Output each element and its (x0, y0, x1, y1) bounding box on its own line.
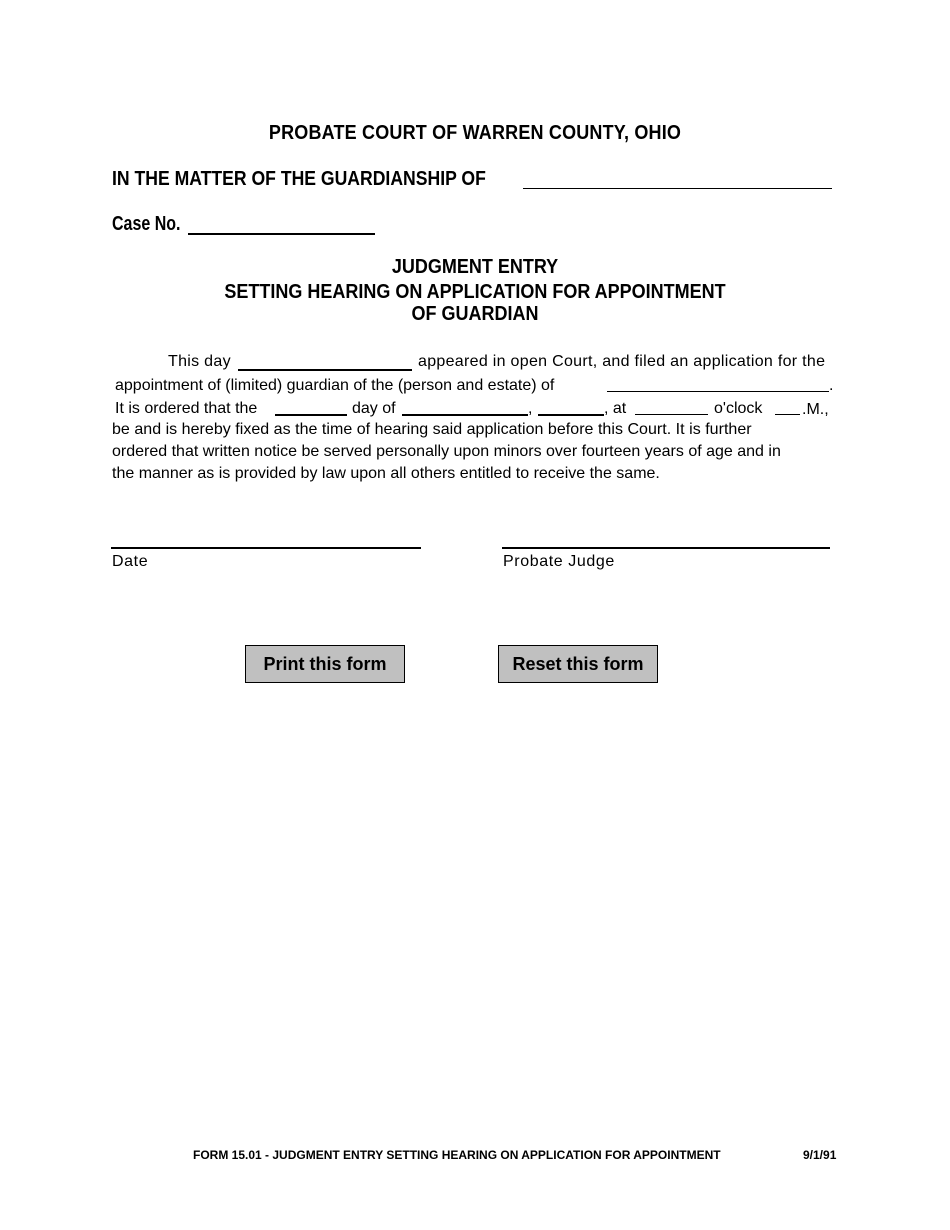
document-title-line-1: JUDGMENT ENTRY (391, 256, 559, 278)
case-number-row (112, 213, 382, 239)
body-line-4: be and is hereby fixed as the time of hearing said application before this Court. It is further (112, 421, 752, 438)
case-number-field[interactable] (188, 233, 375, 235)
case-number-label: Case No. (112, 213, 181, 235)
body-appointment-text: appointment of (limited) guardian of the (person and estate) of (115, 377, 555, 394)
date-label: Date (112, 553, 149, 570)
body-comma: , (528, 400, 533, 417)
body-meridiem-text: .M., (802, 401, 829, 418)
footer-form-title: FORM 15.01 - JUDGMENT ENTRY SETTING HEARING ON APPLICATION FOR APPOINTMENT (193, 1148, 721, 1162)
footer-revision-date: 9/1/91 (803, 1148, 837, 1162)
court-title: PROBATE COURT OF WARREN COUNTY, OHIO (268, 122, 682, 144)
body-day-of-text: day of (352, 400, 396, 417)
guardianship-name-field[interactable] (523, 188, 832, 189)
document-title-line-3: OF GUARDIAN (411, 303, 539, 325)
document-title-line-2: SETTING HEARING ON APPLICATION FOR APPOINTMENT (224, 281, 726, 303)
ward-name-field[interactable] (607, 391, 829, 392)
print-form-button[interactable]: Print this form (245, 645, 405, 683)
body-period: . (829, 377, 834, 394)
body-line-6: the manner as is provided by law upon all others entitled to receive the same. (112, 465, 660, 482)
body-appeared-text: appeared in open Court, and filed an application for the (418, 353, 826, 370)
body-ordered-text: It is ordered that the (115, 400, 258, 417)
applicant-name-field[interactable] (238, 369, 412, 371)
guardianship-of-row (112, 168, 832, 194)
date-signature-line[interactable] (111, 547, 421, 549)
hearing-time-field[interactable] (635, 414, 708, 415)
body-oclock-text: o'clock (714, 400, 763, 417)
judge-signature-line[interactable] (502, 547, 830, 549)
body-this-day-text: This day (168, 353, 231, 370)
body-line-5: ordered that written notice be served personally upon minors over fourteen years of age and in (112, 443, 781, 460)
hearing-day-field[interactable] (275, 414, 347, 416)
hearing-am-pm-field[interactable] (775, 414, 800, 415)
reset-form-button[interactable]: Reset this form (498, 645, 658, 683)
guardianship-of-label: IN THE MATTER OF THE GUARDIANSHIP OF (112, 168, 486, 190)
body-at-text: , at (604, 400, 627, 417)
hearing-year-field[interactable] (538, 414, 604, 416)
probate-judge-label: Probate Judge (503, 553, 615, 570)
hearing-month-field[interactable] (402, 414, 528, 416)
